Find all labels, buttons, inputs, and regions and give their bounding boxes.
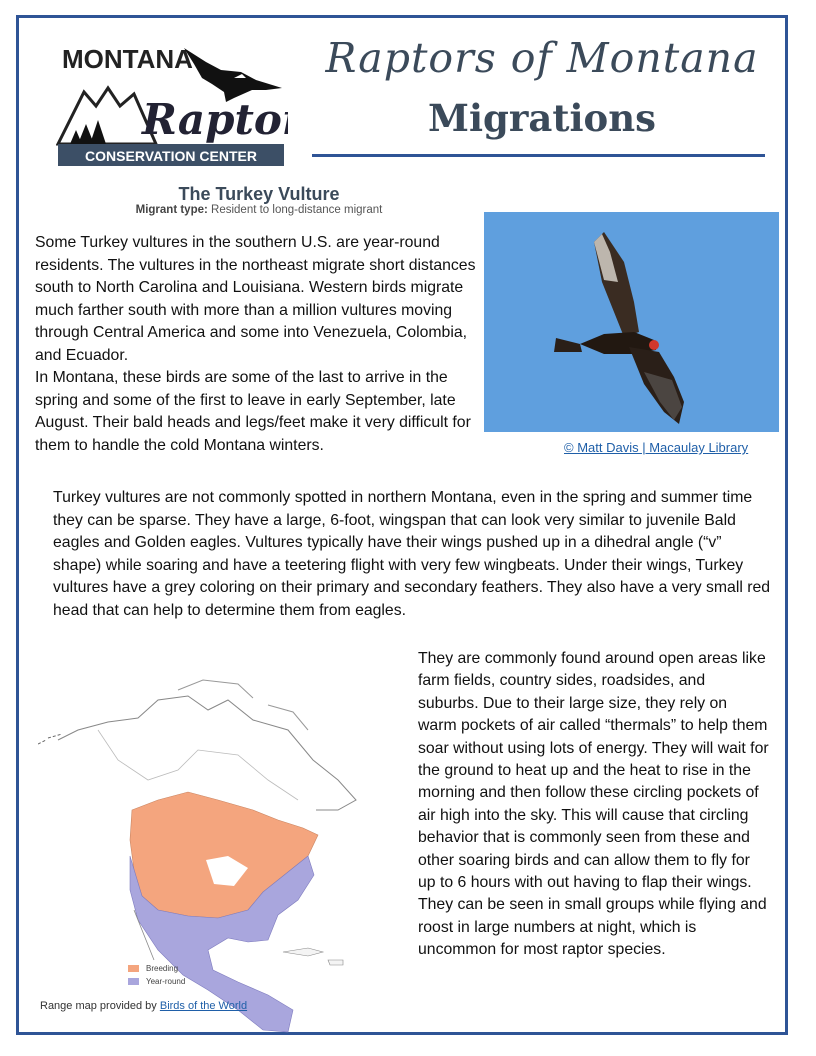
svg-text:CONSERVATION CENTER: CONSERVATION CENTER — [85, 148, 257, 164]
page-script-title: Raptors of Montana — [325, 34, 759, 82]
migrant-type-value: Resident to long-distance migrant — [211, 204, 383, 216]
habitat-paragraph — [418, 648, 770, 962]
habitat-text: They are commonly found around open areas like farm fields, country sides, roadsides, and suburbs. Due to their large size, they rely on warm pockets of air called “thermals” to help them soar without using lots of energy. They will wait for the ground to heat up and the heat to rise in the morning and then follow these circling pockets of air high into the sky. This will cause that circling behavior that is commonly seen from these and other soaring birds and can allow them to fly for up to 6 hours with out having to flap their wings. — [418, 650, 769, 892]
species-name: The Turkey Vulture — [178, 184, 340, 204]
photo-credit-link[interactable]: © Matt Davis | Macaulay Library — [564, 440, 749, 455]
legend-yearround: Year-round — [128, 975, 185, 988]
roost-text: They can be seen in small groups while flying and roost in large numbers at night, which is uncommon for most raptor species. — [418, 896, 767, 959]
breeding-swatch — [128, 965, 139, 972]
migrant-type-label: Migrant type: — [135, 204, 208, 216]
map-credit: Range map provided by Birds of the World — [40, 1000, 248, 1012]
yearround-swatch — [128, 978, 139, 985]
intro-paragraph — [35, 232, 485, 457]
turkey-vulture-photo — [484, 212, 779, 432]
title-divider — [312, 154, 765, 157]
intro-text: Some Turkey vultures in the southern U.S. are year-round residents. The vultures in the northeast migrate short distances south to North Carolina and Louisiana. Western birds migrate much farther south with more than a million vultures moving through Central America and some into Venezuela, Colombia, and Ecuador. — [35, 234, 476, 364]
page-title: Migrations — [428, 96, 656, 140]
map-legend — [128, 962, 185, 988]
migrant-type — [100, 204, 418, 216]
svg-text:Raptor: Raptor — [142, 95, 288, 144]
montana-text: In Montana, these birds are some of the last to arrive in the spring and some of the first to leave in early September, late August. Their bald heads and legs/feet make it very difficult for them to handle the cold Montana winters. — [35, 369, 471, 454]
range-map — [38, 660, 378, 1035]
identification-paragraph: Turkey vultures are not commonly spotted in northern Montana, even in the spring and summer time they can be sparse. They have a large, 6-foot, wingspan that can look very similar to juvenile Bald eagles and Golden eagles. Vultures typically have their wings pushed up in a dihedral angle (“v” shape) while soaring and have a teetering flight with very few wingbeats. Under their wings, Turkey vultures have a grey coloring on their primary and secondary feathers. They also have a very small red head that can help to determine them from eagles. — [53, 489, 771, 619]
svg-text:MONTANA: MONTANA — [62, 44, 193, 74]
montana-raptor-logo — [56, 40, 288, 168]
birds-of-the-world-link[interactable]: Birds of the World — [159, 1000, 248, 1012]
legend-breeding: Breeding — [128, 962, 185, 975]
